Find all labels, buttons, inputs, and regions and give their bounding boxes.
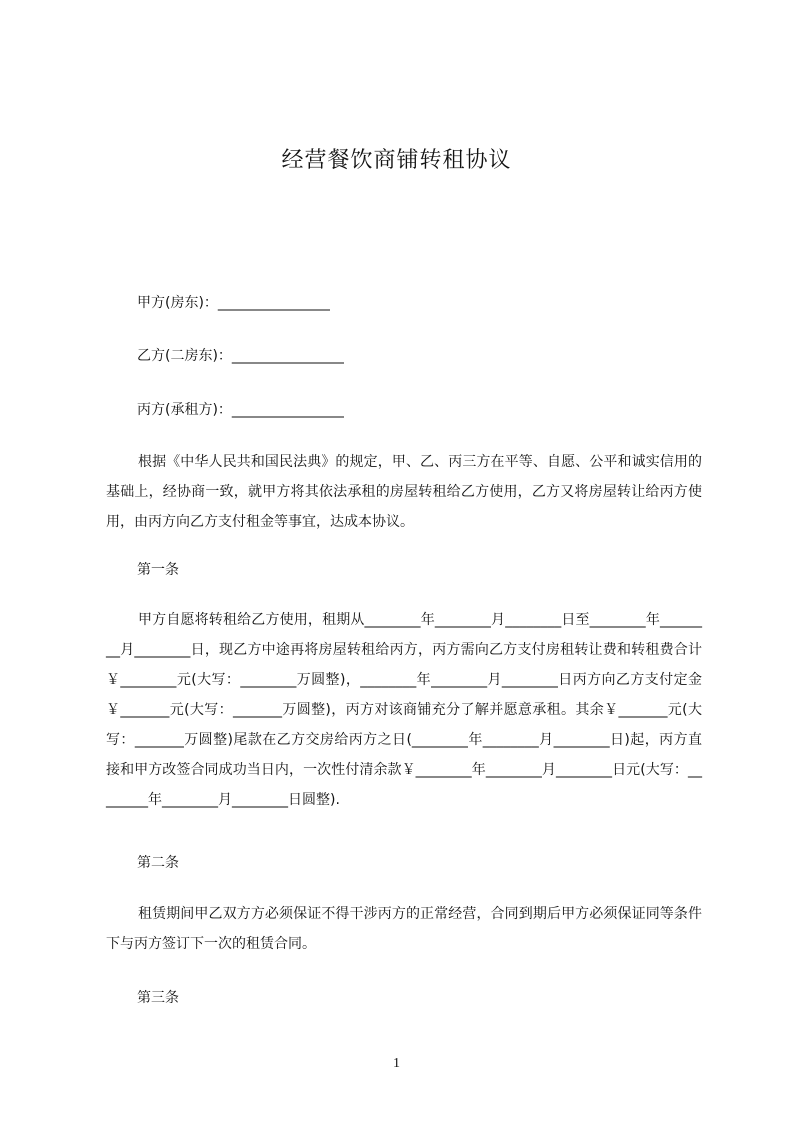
preamble-paragraph: 根据《中华人民共和国民法典》的规定，甲、乙、丙三方在平等、自愿、公平和诚实信用的基础上，经协商一致，就甲方将其依法承租的房屋转租给乙方使用，乙方又将房屋转让给丙方使用，由丙方向乙方支付租金等事宜，达成本协议。 bbox=[106, 454, 702, 530]
article-3-heading: 第三条 bbox=[137, 990, 179, 1006]
page-number: 1 bbox=[393, 1056, 400, 1071]
party-tenant-line: 丙方(承租方)：________________ bbox=[137, 402, 344, 418]
document-title: 经营餐饮商铺转租协议 bbox=[281, 148, 512, 173]
article-2-heading: 第二条 bbox=[137, 855, 179, 871]
article-1-heading: 第一条 bbox=[137, 562, 179, 578]
article-1-text: 甲方自愿将转租给乙方使用，租期从________年________月________日至________年________月________日，现乙方中途再将房屋转租给丙方，丙方需向乙方支付房租转让费和转租费合计￥________元(大写：________万圆整)，________年________月________日丙方向乙方支付定金￥_______元(大写：_______万圆整)，丙方对该商铺充分了解并愿意承租。其余￥_______元(大写：_______万圆整)尾款在乙方交房给丙方之日(________年________月________日)起，丙方直接和甲方改签合同成功当日内，一次性付清余款￥________年________月________日元(大写：________年________月________日圆整). bbox=[106, 612, 702, 808]
party-sublandlord-line: 乙方(二房东)：________________ bbox=[137, 348, 344, 364]
article-2-text: 租赁期间甲乙双方方必须保证不得干涉丙方的正常经营，合同到期后甲方必须保证同等条件下与丙方签订下一次的租赁合同。 bbox=[106, 906, 702, 952]
party-landlord-line: 甲方(房东)：________________ bbox=[137, 295, 330, 311]
